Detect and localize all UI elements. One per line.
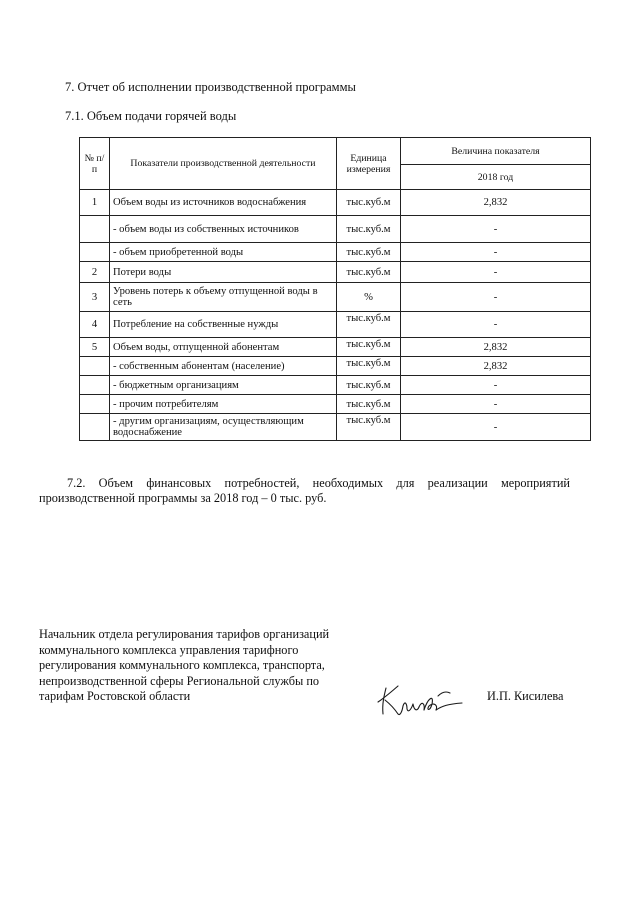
table-row: [80, 395, 591, 414]
table-row: [80, 283, 591, 312]
table-row: [80, 190, 591, 216]
row-indicator: - объем воды из собственных источников: [110, 216, 337, 243]
row-num: [80, 357, 110, 376]
table-header-row: [80, 138, 591, 165]
table-row: [80, 414, 591, 441]
row-indicator: Потребление на собственные нужды: [110, 312, 337, 338]
row-value: 2,832: [401, 357, 591, 376]
row-unit: тыс.куб.м: [337, 414, 401, 441]
row-num: 3: [80, 283, 110, 312]
row-value: -: [401, 262, 591, 283]
row-value: -: [401, 395, 591, 414]
row-indicator: - собственным абонентам (население): [110, 357, 337, 376]
row-value: -: [401, 312, 591, 338]
water-supply-table: [79, 137, 591, 441]
row-value: -: [401, 283, 591, 312]
table-row: [80, 243, 591, 262]
table-row: [80, 338, 591, 357]
table-row: [80, 357, 591, 376]
row-unit: тыс.куб.м: [337, 395, 401, 414]
header-unit: Единица измерения: [337, 138, 401, 190]
row-indicator: Объем воды из источников водоснабжения: [110, 190, 337, 216]
row-num: [80, 376, 110, 395]
row-num: [80, 243, 110, 262]
row-unit: тыс.куб.м: [337, 376, 401, 395]
signer-name: И.П. Кисилева: [487, 689, 564, 703]
row-unit: тыс.куб.м: [337, 312, 401, 338]
row-value: 2,832: [401, 190, 591, 216]
row-indicator: - объем приобретенной воды: [110, 243, 337, 262]
row-num: 1: [80, 190, 110, 216]
row-value: -: [401, 414, 591, 441]
signer-title-line: регулирования коммунального комплекса, транспорта,: [39, 658, 325, 672]
table-row: [80, 262, 591, 283]
row-num: [80, 395, 110, 414]
row-unit: тыс.куб.м: [337, 190, 401, 216]
signer-title-line: непроизводственной сферы Региональной службы по: [39, 673, 320, 688]
row-indicator: Потери воды: [110, 262, 337, 283]
signer-title-line: коммунального комплекса управления тарифного: [39, 642, 299, 657]
row-num: 2: [80, 262, 110, 283]
row-num: [80, 414, 110, 441]
paragraph-line-1: 7.2. Объем финансовых потребностей, необходимых для реализации мероприятий: [67, 476, 570, 490]
paragraph-line-2: производственной программы за 2018 год – 0 тыс. руб.: [39, 491, 327, 505]
row-unit: тыс.куб.м: [337, 216, 401, 243]
handwritten-signature: [372, 676, 466, 720]
row-unit: тыс.куб.м: [337, 357, 401, 376]
row-indicator: Объем воды, отпущенной абонентам: [110, 338, 337, 357]
row-unit: тыс.куб.м: [337, 262, 401, 283]
row-unit: %: [337, 283, 401, 312]
signer-title-block: [39, 627, 369, 705]
row-num: 4: [80, 312, 110, 338]
header-value-group: Величина показателя: [401, 138, 591, 165]
row-unit: тыс.куб.м: [337, 243, 401, 262]
header-num: № п/п: [80, 138, 110, 190]
row-num: [80, 216, 110, 243]
signer-title-line: Начальник отдела регулирования тарифов организаций: [39, 627, 330, 641]
table-row: [80, 312, 591, 338]
row-indicator: - прочим потребителям: [110, 395, 337, 414]
row-value: 2,832: [401, 338, 591, 357]
row-indicator: Уровень потерь к объему отпущенной воды в сеть: [110, 283, 337, 312]
financial-needs-paragraph: [39, 476, 570, 506]
header-indicator: Показатели производственной деятельности: [110, 138, 337, 190]
row-indicator: - бюджетным организациям: [110, 376, 337, 395]
signer-title-line: тарифам Ростовской области: [39, 689, 191, 703]
row-value: -: [401, 216, 591, 243]
row-indicator: - другим организациям, осуществляющим водоснабжение: [110, 414, 337, 441]
row-num: 5: [80, 338, 110, 357]
row-value: -: [401, 376, 591, 395]
subsection-title: 7.1. Объем подачи горячей воды: [65, 109, 237, 123]
table-row: [80, 216, 591, 243]
row-unit: тыс.куб.м: [337, 338, 401, 357]
row-value: -: [401, 243, 591, 262]
table-row: [80, 376, 591, 395]
header-year: 2018 год: [401, 165, 591, 190]
section-title: 7. Отчет об исполнении производственной программы: [65, 80, 356, 94]
